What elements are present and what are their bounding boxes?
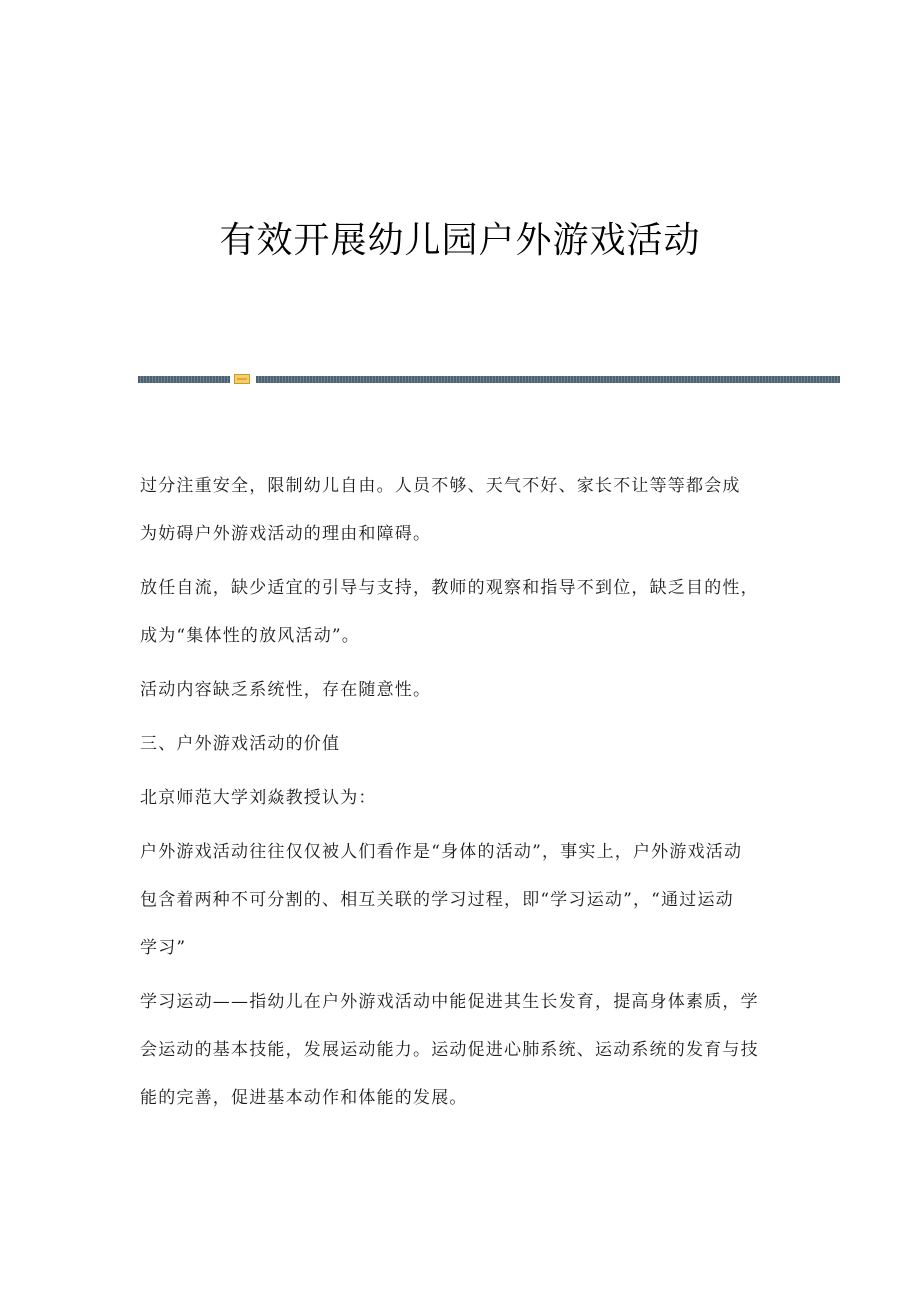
text-line: 放任自流，缺少适宜的引导与支持，教师的观察和指导不到位，缺乏目的性， bbox=[140, 578, 759, 598]
paragraph bbox=[140, 564, 780, 660]
paragraph bbox=[140, 666, 780, 714]
document-title: 有效开展幼儿园户外游戏活动 bbox=[219, 220, 701, 261]
text-line: 包含着两种不可分割的、相互关联的学习过程，即“学习运动”，“通过运动 bbox=[140, 890, 734, 910]
paragraph bbox=[140, 828, 780, 972]
paragraph bbox=[140, 774, 780, 822]
title-divider bbox=[138, 374, 840, 384]
text-line: 会运动的基本技能，发展运动能力。运动促进心肺系统、运动系统的发育与技 bbox=[140, 1040, 759, 1060]
paragraph bbox=[140, 978, 780, 1122]
document-body bbox=[140, 462, 780, 1128]
text-line: 活动内容缺乏系统性，存在随意性。 bbox=[140, 680, 432, 700]
divider-bar-right bbox=[256, 376, 840, 383]
text-line: 三、户外游戏活动的价值 bbox=[140, 734, 341, 754]
divider-ornament-icon bbox=[234, 374, 250, 384]
text-line: 户外游戏活动往往仅仅被人们看作是“身体的活动”，事实上，户外游戏活动 bbox=[140, 842, 743, 862]
section-heading bbox=[140, 720, 780, 768]
text-line: 成为“集体性的放风活动”。 bbox=[140, 626, 360, 646]
paragraph bbox=[140, 462, 780, 558]
text-line: 学习” bbox=[140, 938, 187, 958]
text-line: 学习运动——指幼儿在户外游戏活动中能促进其生长发育，提高身体素质，学 bbox=[140, 992, 759, 1012]
text-line: 过分注重安全，限制幼儿自由。人员不够、天气不好、家长不让等等都会成 bbox=[140, 476, 741, 496]
text-line: 北京师范大学刘焱教授认为： bbox=[140, 788, 377, 808]
text-line: 能的完善，促进基本动作和体能的发展。 bbox=[140, 1088, 468, 1108]
divider-bar-left bbox=[138, 376, 230, 383]
text-line: 为妨碍户外游戏活动的理由和障碍。 bbox=[140, 524, 432, 544]
